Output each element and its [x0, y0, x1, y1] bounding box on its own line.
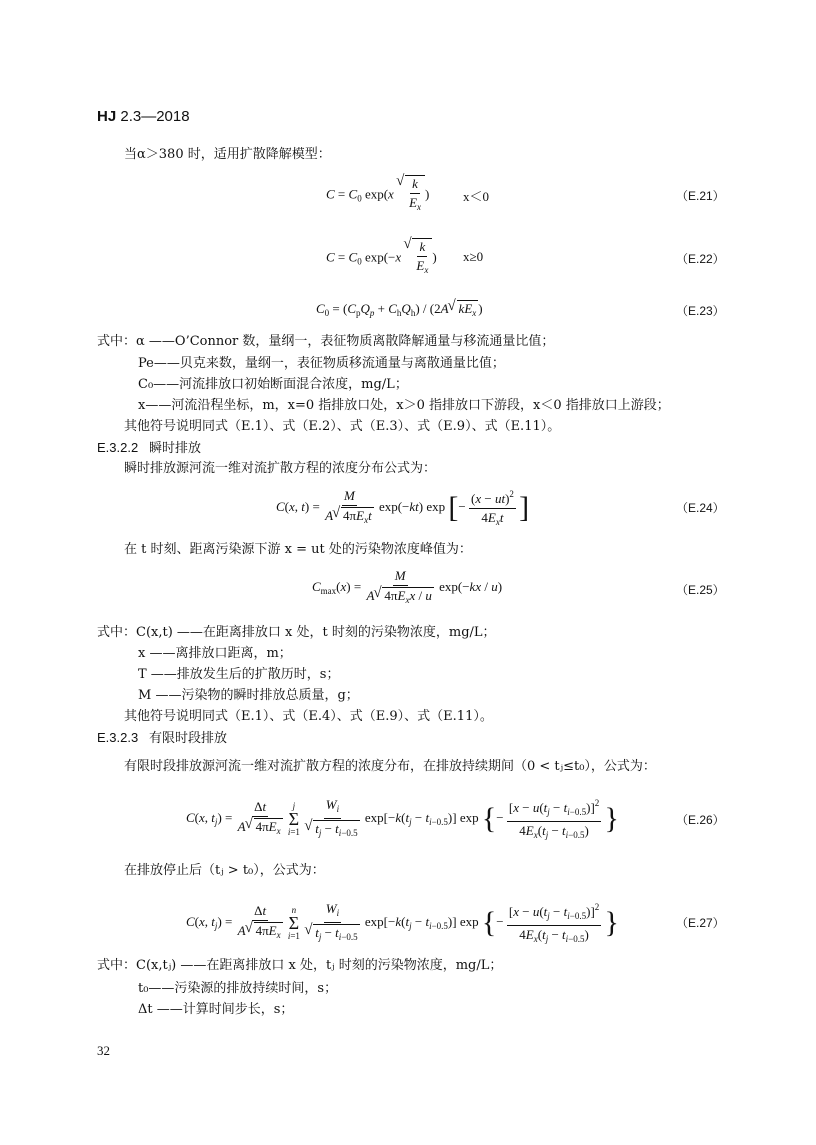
finite-release-text: 有限时段排放源河流一维对流扩散方程的浓度分布，在排放持续期间（0 < tⱼ≤t₀），公式为：	[124, 759, 656, 774]
peak-text: 在 t 时刻、距离污染源下游 x = ut 处的污染物浓度峰值为：	[124, 542, 472, 557]
equation-number-e21: （E.21）	[676, 189, 725, 203]
definition-pe: Pe——贝克来数，量纲一，表征物质移流通量与离散通量比值；	[138, 356, 505, 371]
equation-number-e25: （E.25）	[676, 583, 725, 597]
equation-number-e23: （E.23）	[676, 304, 725, 318]
equation-number-e26: （E.26）	[676, 813, 725, 827]
definition-cxtj: 式中：C(x,tⱼ) ——在距离排放口 x 处，tⱼ 时刻的污染物浓度，mg/L；	[97, 958, 503, 973]
document-code-rest: 2.3—2018	[116, 108, 190, 125]
condition-e21: x＜0	[463, 189, 490, 204]
equation-e27: C(x, $t_j$) = $\frac{\Delta t}{A√ 4\pi E_x}$ n Σ i=1 $W_i$ √ $t_j - t_{i-0.5}$ $\exp[-k(t_j - t_{i-0.5})]$ exp {− $\frac{[x - u(t_j - t_{i-0.5})]^2}{4E_x(t_j - t_{i-0.5})}$ }	[186, 899, 619, 947]
equation-e22: $C = C_0$ exp(−x √ $\frac{k}{E_x}$ )	[326, 238, 437, 278]
equation-e24: C(x, t) = $\frac{M}{A√ 4\pi E_xt}$ exp(−kt) exp [− $\frac{(x - ut)^2}{4E_xt}$ ]	[276, 486, 529, 530]
definition-delta-t: Δt ——计算时间步长，s；	[138, 1002, 294, 1017]
definition-x-distance: x ——离排放口距离，m；	[138, 646, 292, 661]
document-code-bold: HJ	[97, 108, 117, 125]
section-heading-e322	[97, 439, 201, 457]
definition-t: T ——排放发生后的扩散历时，s；	[138, 667, 340, 682]
equation-number-e27: （E.27）	[676, 916, 725, 930]
equation-e23: $C_0 = (C_pQ_p + C_hQ_h) / (2A√$ $kE_x$ )	[316, 300, 483, 318]
section-heading-e323	[97, 729, 227, 747]
definition-t0: t₀——污染源的排放持续时间，s；	[138, 981, 338, 996]
intro-text: 当α＞380 时，适用扩散降解模型：	[124, 147, 331, 162]
document-code	[97, 108, 190, 125]
section-title: 瞬时排放	[149, 440, 202, 455]
instant-release-text: 瞬时排放源河流一维对流扩散方程的浓度分布公式为：	[124, 461, 437, 476]
condition-e22: x≥0	[463, 249, 484, 264]
equation-e26: C(x, $t_j$) = $\frac{\Delta t}{A√ 4\pi E_x}$ j Σ i=1 $W_i$ √ $t_j - t_{i-0.5}$ $\exp[-k(t_j - t_{i-0.5})]$ exp {− $\frac{[x - u(t_j - t_{i-0.5})]^2}{4E_x(t_j - t_{i-0.5})}$ }	[186, 795, 619, 843]
definition-others-1: 其他符号说明同式（E.1）、式（E.2）、式（E.3）、式（E.9）、式（E.11）。	[124, 419, 561, 434]
equation-number-e22: （E.22）	[676, 252, 725, 266]
section-number: E.3.2.3	[97, 730, 139, 745]
equation-number-e24: （E.24）	[676, 501, 725, 515]
section-title: 有限时段排放	[149, 730, 228, 745]
equation-e21: $C = C_0$ exp(x √ $\frac{k}{E_x}$ )	[326, 175, 429, 215]
equation-e25: $C_{max}(x)$ = $\frac{M}{A√ 4\pi E_xx / u}$ exp(−kx / u)	[312, 568, 502, 608]
definition-others-2: 其他符号说明同式（E.1）、式（E.4）、式（E.9）、式（E.11）。	[124, 709, 493, 724]
definition-cxt: 式中：C(x,t) ——在距离排放口 x 处，t 时刻的污染物浓度，mg/L；	[97, 625, 496, 640]
definition-c0: C₀——河流排放口初始断面混合浓度，mg/L；	[138, 377, 408, 392]
section-number: E.3.2.2	[97, 440, 139, 455]
definition-x: x——河流沿程坐标，m，x=0 指排放口处，x＞0 指排放口下游段，x＜0 指排放口上游段；	[138, 398, 670, 413]
after-release-text: 在排放停止后（tⱼ > t₀），公式为：	[124, 863, 325, 878]
definition-alpha: 式中：α ——O’Connor 数，量纲一，表征物质离散降解通量与移流通量比值；	[97, 334, 555, 349]
definition-m: M ——污染物的瞬时排放总质量，g；	[138, 688, 359, 703]
page-number: 32	[97, 1043, 110, 1058]
